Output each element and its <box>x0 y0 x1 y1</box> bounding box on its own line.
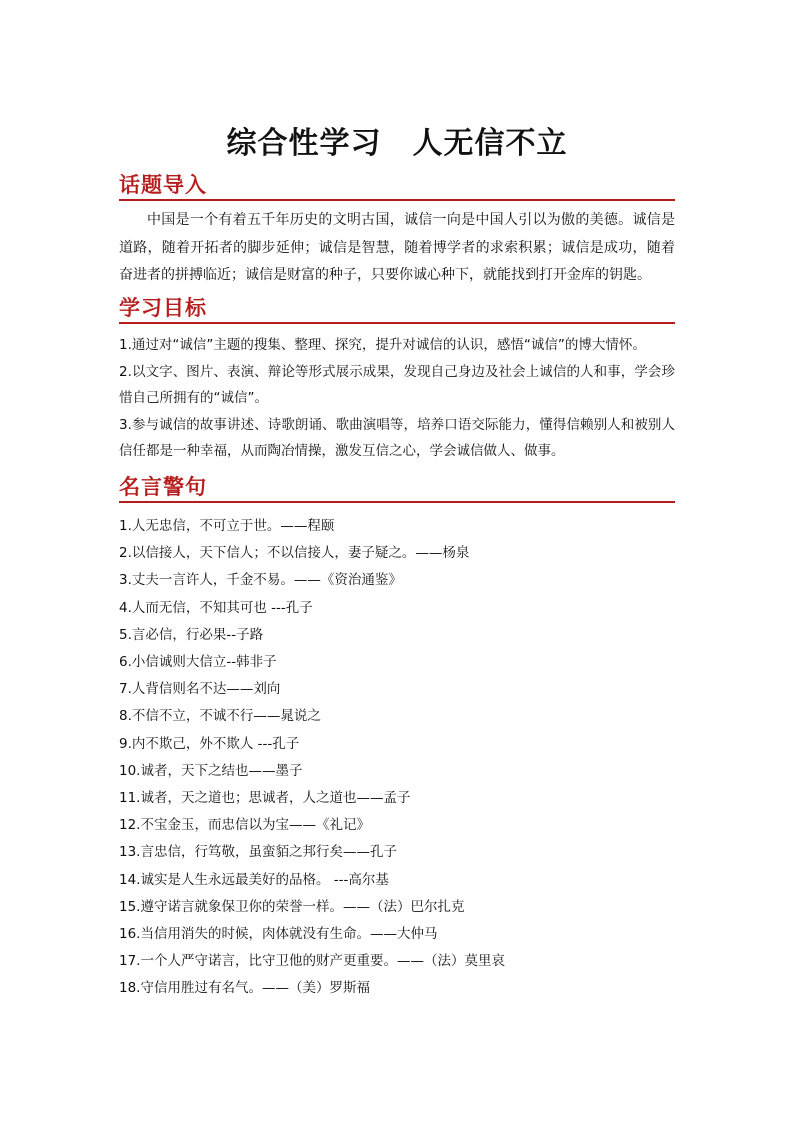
quote-item: 1.人无忠信，不可立于世。——程颐 <box>119 518 335 534</box>
section-heading-quotes: 名言警句 <box>119 475 207 499</box>
section-heading-intro: 话题导入 <box>119 173 207 197</box>
quote-item: 7.人背信则名不达——刘向 <box>119 681 281 698</box>
section-divider <box>119 199 675 201</box>
section-goals <box>119 295 675 465</box>
goal-item: 3.参与诚信的故事讲述、诗歌朗诵、歌曲演唱等，培养口语交际能力，懂得信赖别人和被别人信任都是一种幸福，从而陶冶情操，激发互信之心，学会诚信做人、做事。 <box>119 416 675 459</box>
quote-list <box>119 513 675 1003</box>
section-divider <box>119 322 675 324</box>
goal-list <box>119 332 675 465</box>
page-title: 综合性学习 人无信不立 <box>226 126 568 162</box>
quote-item: 12.不宝金玉，而忠信以为宝——《礼记》 <box>119 817 370 834</box>
goal-item: 2.以文字、图片、表演、辩论等形式展示成果，发现自己身边及社会上诚信的人和事，学会珍惜自己所拥有的“诚信”。 <box>119 363 675 406</box>
quote-item: 13.言忠信，行笃敬，虽蛮貊之邦行矣——孔子 <box>119 844 397 861</box>
quote-item: 18.守信用胜过有名气。——（美）罗斯福 <box>119 980 370 997</box>
quote-item: 6.小信诚则大信立--韩非子 <box>119 654 277 671</box>
quote-item: 2.以信接人，天下信人；不以信接人，妻子疑之。——杨泉 <box>119 545 470 562</box>
quote-item: 10.诚者，天下之结也——墨子 <box>119 762 303 779</box>
quote-item: 5.言必信，行必果--子路 <box>119 626 264 643</box>
quote-item: 17.一个人严守诺言，比守卫他的财产更重要。——（法）莫里哀 <box>119 953 505 970</box>
section-quotes <box>119 474 675 1003</box>
quote-item: 8.不信不立，不诚不行——晁说之 <box>119 708 321 725</box>
quote-item: 15.遵守诺言就象保卫你的荣誉一样。——（法）巴尔扎克 <box>119 898 465 915</box>
section-intro <box>119 172 675 290</box>
quote-item: 11.诚者，天之道也；思诚者，人之道也——孟子 <box>119 790 411 807</box>
quote-item: 3.丈夫一言许人，千金不易。——《资治通鉴》 <box>119 572 402 589</box>
intro-paragraph: 中国是一个有着五千年历史的文明古国，诚信一向是中国人引以为傲的美德。诚信是道路，随着开拓者的脚步延伸；诚信是智慧，随着博学者的求索积累；诚信是成功，随着奋进者的拼搏临近；诚信是财富的种子，只要你诚心种下，就能找到打开金库的钥匙。 <box>119 212 675 283</box>
quote-item: 16.当信用消失的时候，肉体就没有生命。——大仲马 <box>119 926 438 943</box>
goal-item: 1.通过对“诚信”主题的搜集、整理、探究，提升对诚信的认识，感悟“诚信”的博大情怀。 <box>119 337 646 353</box>
quote-item: 9.内不欺己，外不欺人 ---孔子 <box>119 735 300 752</box>
quote-item: 14.诚实是人生永远最美好的品格。 ---高尔基 <box>119 871 389 888</box>
quote-item: 4.人而无信，不知其可也 ---孔子 <box>119 599 313 616</box>
section-divider <box>119 501 675 503</box>
section-heading-goals: 学习目标 <box>119 296 207 320</box>
